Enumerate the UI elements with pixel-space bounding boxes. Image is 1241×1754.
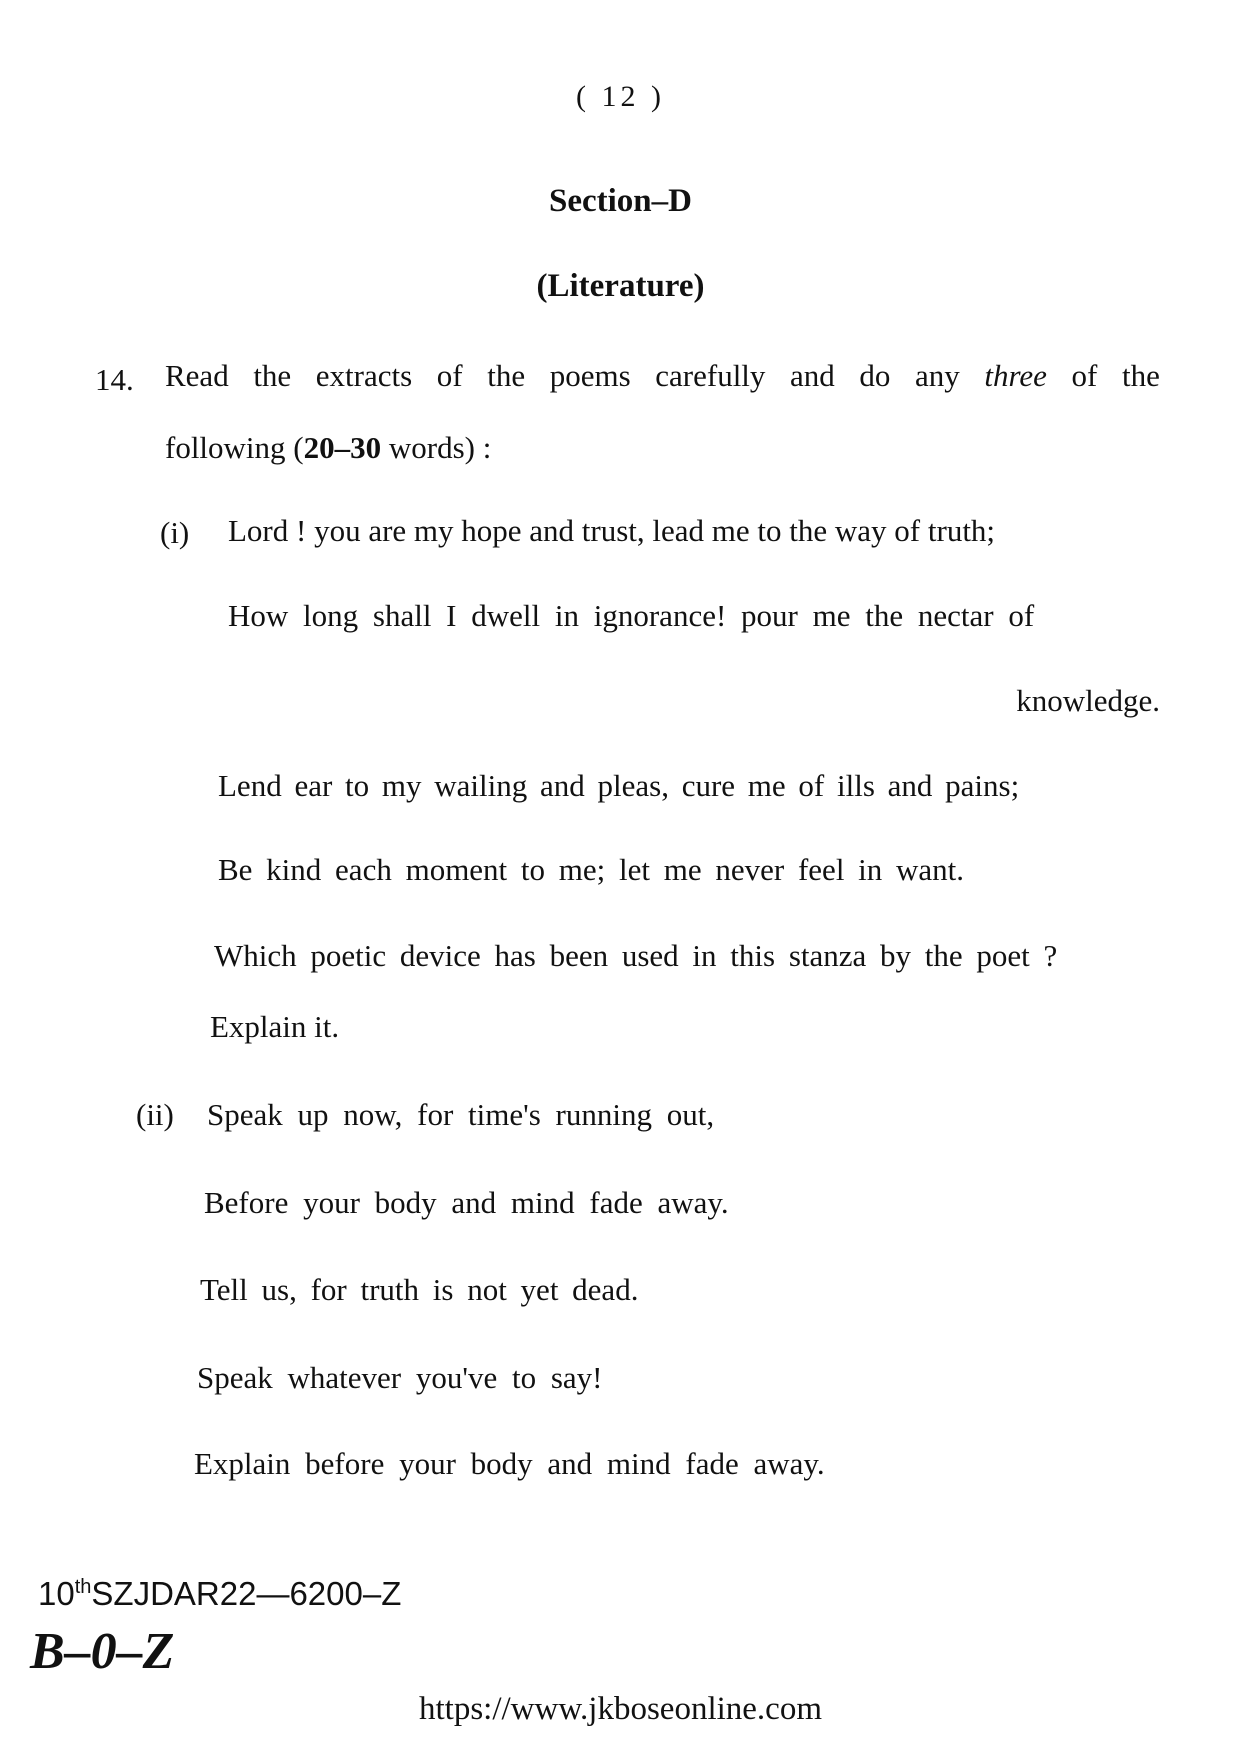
section-subtitle: (Literature) [536, 268, 705, 304]
extract-i-line2: How long shall I dwell in ignorance! pour me the nectar of [228, 598, 1035, 633]
page-number: ( 12 ) [576, 80, 665, 113]
extract-ii-line2: Before your body and mind fade away. [204, 1185, 729, 1220]
instruction-word: any [915, 358, 960, 393]
extract-i-question: Which poetic device has been used in this stanza by the poet ? [214, 938, 1058, 973]
paper-code-rest: SZJDAR22—6200–Z [91, 1575, 402, 1612]
instruction-word: Read [165, 358, 229, 393]
extract-ii-line4: Speak whatever you've to say! [197, 1360, 603, 1395]
extract-i-label: (i) [160, 515, 190, 550]
paper-code [38, 1575, 401, 1613]
instruction-text-a: following ( [165, 430, 304, 465]
instruction-word: carefully [655, 358, 766, 393]
section-title: Section–D [549, 183, 692, 219]
question-number: 14. [95, 362, 134, 397]
extract-ii-line3: Tell us, for truth is not yet dead. [200, 1272, 639, 1307]
series-code: B–0–Z [30, 1623, 175, 1680]
extract-i-line4: Be kind each moment to me; let me never feel in want. [218, 852, 965, 887]
question-instruction-line2 [165, 430, 491, 466]
word-limit: 20–30 [303, 430, 382, 465]
instruction-word: the [487, 358, 526, 393]
extract-i-line1: Lord ! you are my hope and trust, lead me to the way of truth; [228, 513, 996, 548]
instruction-word: the [253, 358, 292, 393]
footer-url[interactable]: https://www.jkboseonline.com [419, 1691, 822, 1727]
instruction-word: of [436, 358, 463, 393]
question-instruction-line1 [165, 358, 1160, 394]
extract-ii-question: Explain before your body and mind fade away. [194, 1446, 825, 1481]
instruction-word: and [790, 358, 835, 393]
instruction-word: of [1071, 358, 1098, 393]
extract-i-line2-continued: knowledge. [1016, 683, 1160, 718]
extract-i-line3: Lend ear to my wailing and pleas, cure me of ills and pains; [218, 768, 1020, 803]
paper-code-sup: th [74, 1576, 92, 1598]
extract-ii-label: (ii) [136, 1097, 174, 1132]
instruction-word: poems [549, 358, 631, 393]
extract-i-question-continued: Explain it. [210, 1009, 340, 1044]
instruction-word: do [859, 358, 891, 393]
instruction-text-b: words) : [381, 430, 492, 465]
paper-code-prefix: 10 [38, 1575, 75, 1612]
instruction-word: extracts [315, 358, 413, 393]
instruction-emphasis-word: three [984, 358, 1047, 393]
instruction-word: the [1121, 358, 1160, 393]
extract-ii-line1: Speak up now, for time's running out, [207, 1097, 715, 1132]
